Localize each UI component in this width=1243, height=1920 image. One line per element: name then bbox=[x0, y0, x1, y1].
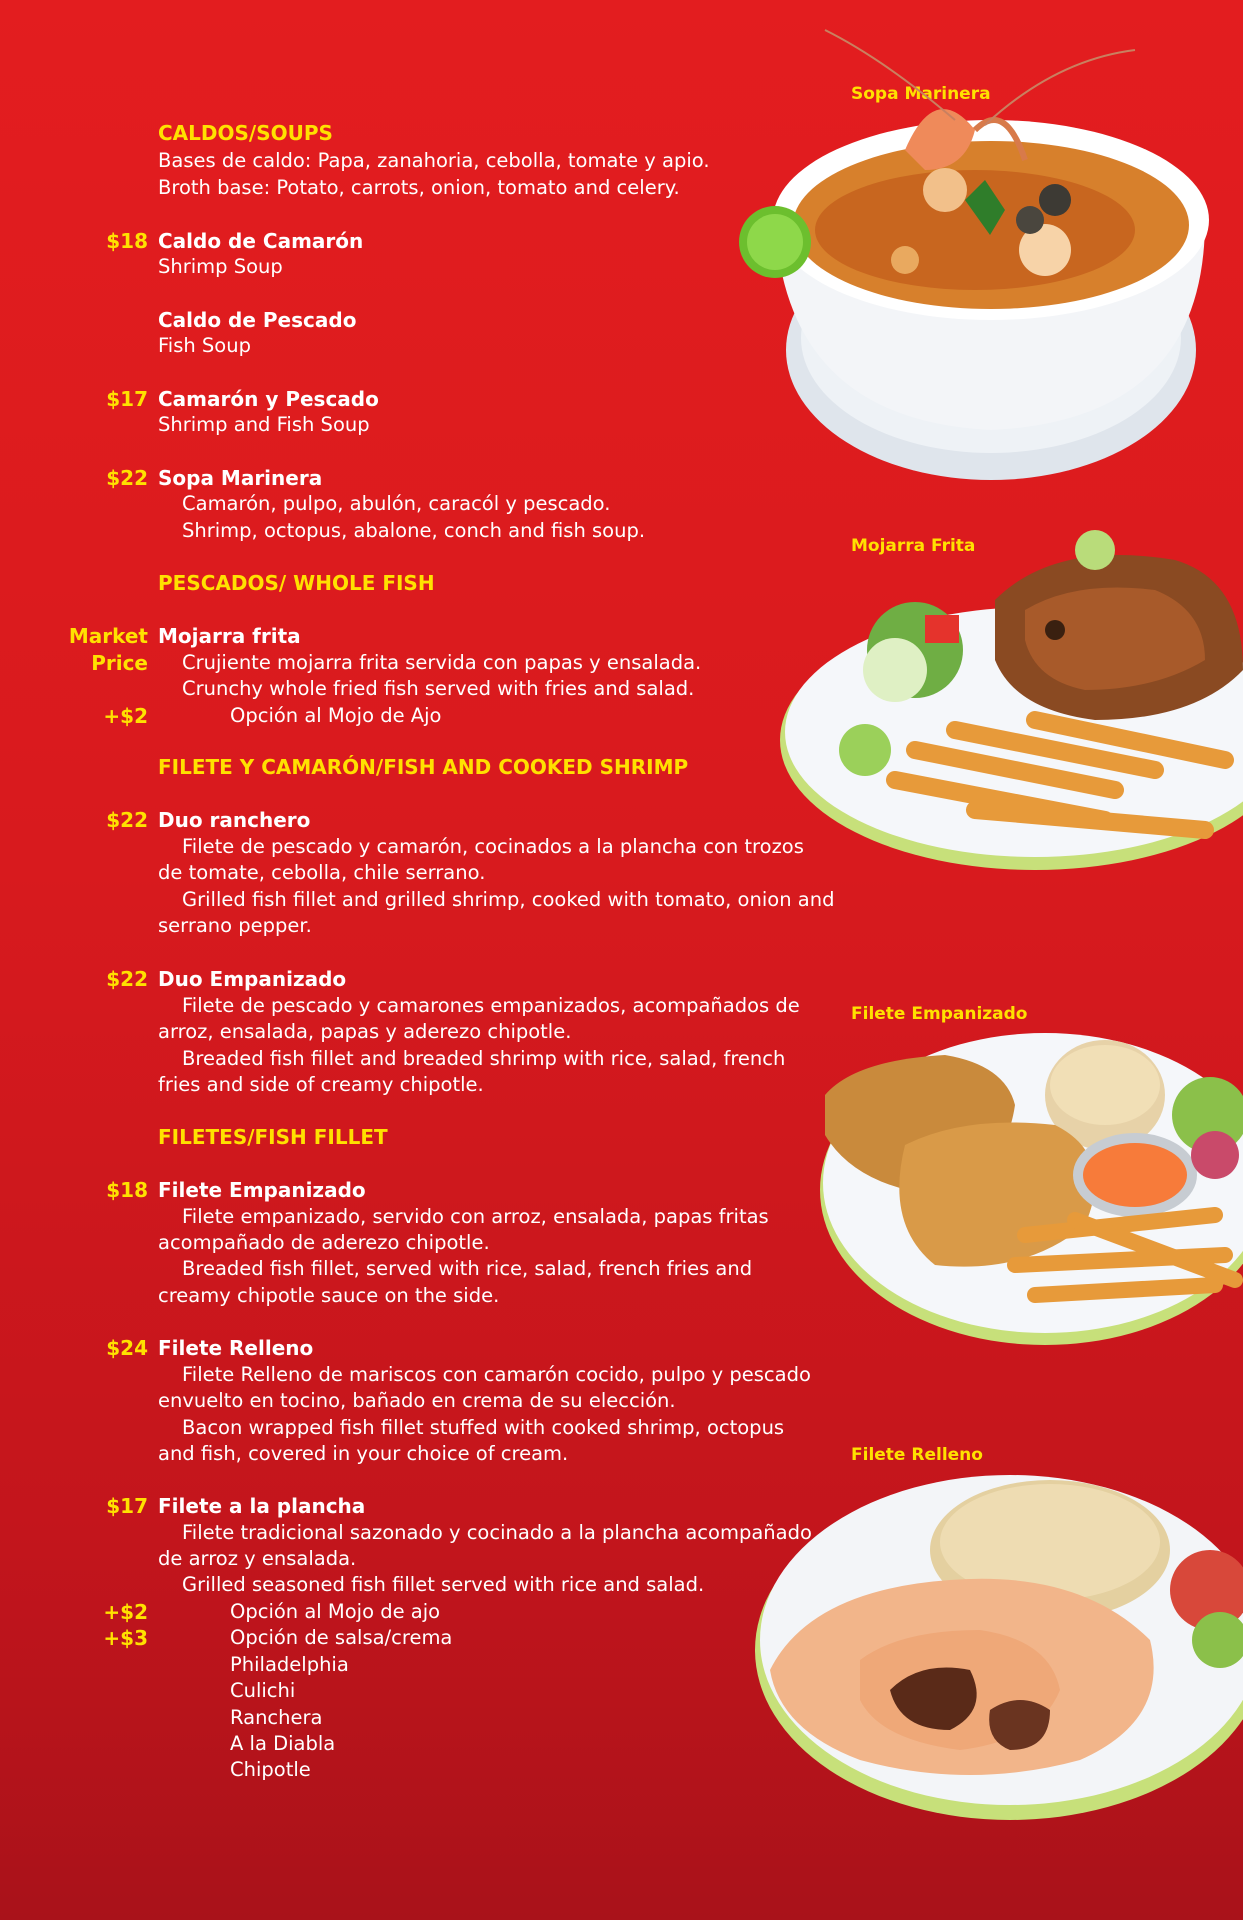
soup-base-en: Broth base: Potato, carrots, onion, tomato and celery. bbox=[158, 176, 680, 199]
sauce-option: Chipotle bbox=[230, 1758, 311, 1781]
item-name: Caldo de Camarón bbox=[158, 229, 364, 253]
item-desc: creamy chipotle sauce on the side. bbox=[158, 1284, 500, 1307]
item-desc: Shrimp and Fish Soup bbox=[158, 413, 370, 436]
photo-label: Filete Relleno bbox=[851, 1445, 983, 1465]
item-desc: Breaded fish fillet, served with rice, salad, french fries and bbox=[182, 1257, 753, 1280]
soup-bowl-photo-icon bbox=[735, 20, 1243, 500]
item-desc: Filete tradicional sazonado y cocinado a la plancha acompañado bbox=[182, 1521, 812, 1544]
item-price: $22 bbox=[106, 967, 148, 991]
item-name: Filete Relleno bbox=[158, 1336, 314, 1360]
item-desc: arroz, ensalada, papas y aderezo chipotle. bbox=[158, 1020, 572, 1043]
item-price: $24 bbox=[106, 1336, 148, 1360]
item-price: $17 bbox=[106, 387, 148, 411]
item-price: $22 bbox=[106, 466, 148, 490]
item-desc: acompañado de aderezo chipotle. bbox=[158, 1231, 490, 1254]
item-desc: Filete empanizado, servido con arroz, ensalada, papas fritas bbox=[182, 1205, 769, 1228]
item-option: Opción al Mojo de ajo bbox=[230, 1600, 441, 1623]
item-desc: Filete de pescado y camarones empanizados, acompañados de bbox=[182, 994, 800, 1017]
sauce-option: Philadelphia bbox=[230, 1653, 349, 1676]
item-price: $18 bbox=[106, 229, 148, 253]
item-desc: and fish, covered in your choice of cream. bbox=[158, 1442, 569, 1465]
item-desc: envuelto en tocino, bañado en crema de su elección. bbox=[158, 1389, 676, 1412]
item-desc: de tomate, cebolla, chile serrano. bbox=[158, 861, 486, 884]
section-title-soups: CALDOS/SOUPS bbox=[158, 121, 333, 145]
item-option: Opción de salsa/crema bbox=[230, 1626, 453, 1649]
item-desc: Crunchy whole fried fish served with fries and salad. bbox=[182, 677, 695, 700]
item-price: $22 bbox=[106, 808, 148, 832]
item-desc: Fish Soup bbox=[158, 334, 251, 357]
item-name: Filete Empanizado bbox=[158, 1178, 366, 1202]
photo-label: Mojarra Frita bbox=[851, 536, 976, 556]
item-name: Duo Empanizado bbox=[158, 967, 347, 991]
sauce-option: Culichi bbox=[230, 1679, 296, 1702]
item-name: Caldo de Pescado bbox=[158, 308, 357, 332]
item-name: Sopa Marinera bbox=[158, 466, 323, 490]
item-desc: Crujiente mojarra frita servida con papas y ensalada. bbox=[182, 651, 702, 674]
item-desc: Camarón, pulpo, abulón, caracól y pescado. bbox=[182, 492, 611, 515]
option-price: +$2 bbox=[103, 704, 148, 728]
fried-fish-plate-photo-icon bbox=[775, 520, 1243, 880]
item-name: Duo ranchero bbox=[158, 808, 311, 832]
item-name: Filete a la plancha bbox=[158, 1494, 366, 1518]
item-desc: Breaded fish fillet and breaded shrimp with rice, salad, french bbox=[182, 1047, 786, 1070]
item-desc: Filete de pescado y camarón, cocinados a la plancha con trozos bbox=[182, 835, 804, 858]
item-price: Price bbox=[91, 651, 148, 675]
item-price: Market bbox=[68, 624, 148, 648]
item-desc: Bacon wrapped fish fillet stuffed with cooked shrimp, octopus bbox=[182, 1416, 785, 1439]
sauce-option: A la Diabla bbox=[230, 1732, 336, 1755]
item-desc: Grilled fish fillet and grilled shrimp, cooked with tomato, onion and bbox=[182, 888, 835, 911]
item-desc: fries and side of creamy chipotle. bbox=[158, 1073, 484, 1096]
sauce-option: Ranchera bbox=[230, 1706, 323, 1729]
item-price: $17 bbox=[106, 1494, 148, 1518]
section-title-fillet-shrimp: FILETE Y CAMARÓN/FISH AND COOKED SHRIMP bbox=[158, 755, 689, 779]
option-price: +$3 bbox=[103, 1626, 148, 1650]
item-desc: Grilled seasoned fish fillet served with rice and salad. bbox=[182, 1573, 705, 1596]
section-title-whole-fish: PESCADOS/ WHOLE FISH bbox=[158, 571, 435, 595]
item-name: Mojarra frita bbox=[158, 624, 301, 648]
item-desc: Shrimp, octopus, abalone, conch and fish soup. bbox=[182, 519, 646, 542]
soup-base-es: Bases de caldo: Papa, zanahoria, cebolla, tomate y apio. bbox=[158, 149, 710, 172]
section-title-fillets: FILETES/FISH FILLET bbox=[158, 1125, 388, 1149]
item-option: Opción al Mojo de Ajo bbox=[230, 704, 442, 727]
stuffed-fillet-plate-photo-icon bbox=[750, 1460, 1243, 1820]
item-desc: de arroz y ensalada. bbox=[158, 1547, 357, 1570]
item-desc: serrano pepper. bbox=[158, 914, 312, 937]
breaded-fillet-plate-photo-icon bbox=[815, 1015, 1243, 1345]
item-name: Camarón y Pescado bbox=[158, 387, 379, 411]
photo-label: Filete Empanizado bbox=[851, 1004, 1028, 1024]
item-price: $18 bbox=[106, 1178, 148, 1202]
item-desc: Filete Relleno de mariscos con camarón cocido, pulpo y pescado bbox=[182, 1363, 811, 1386]
photo-label: Sopa Marinera bbox=[851, 84, 991, 104]
option-price: +$2 bbox=[103, 1600, 148, 1624]
item-desc: Shrimp Soup bbox=[158, 255, 283, 278]
